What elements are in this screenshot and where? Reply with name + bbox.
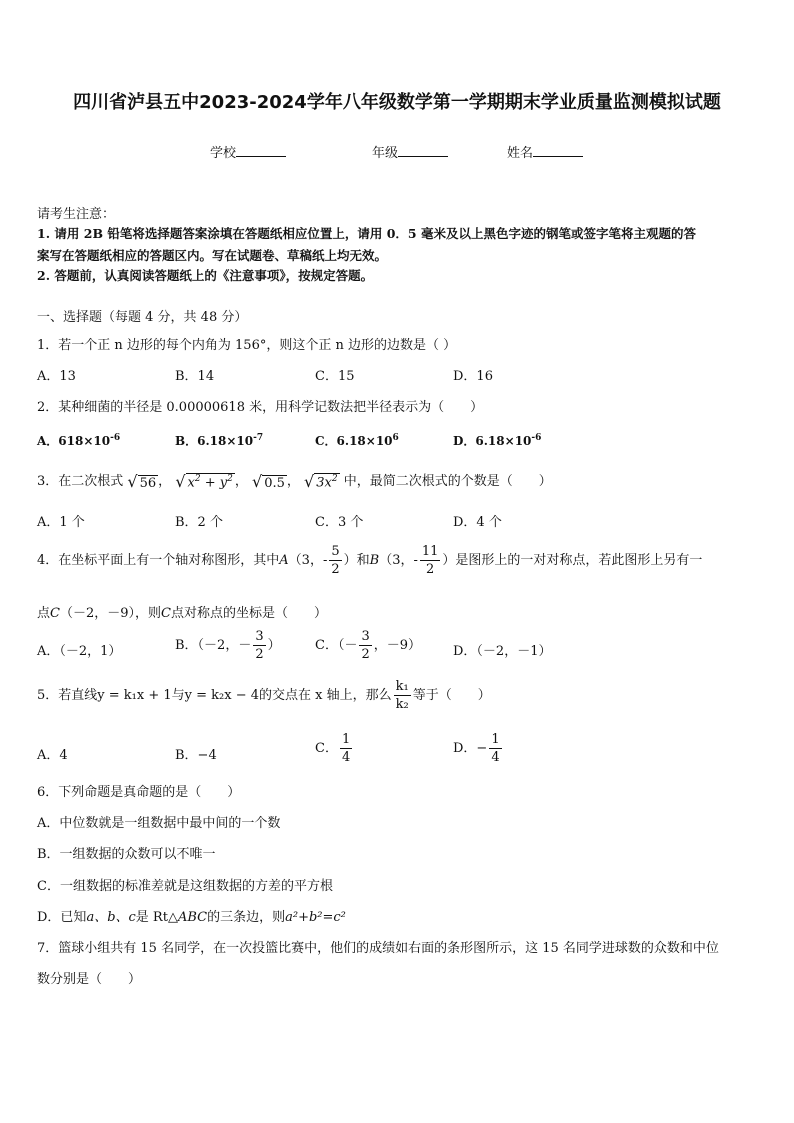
question-3: 3．在二次根式 √ 56 ， √ $x^2 + y^2$ ， √ 0.5 ， √ $3x^2$ 中，最简二次根式的个数是（ ）	[37, 471, 552, 491]
notice-line-1a: 1. 请用 2B 铅笔将选择题答案涂填在答题纸相应位置上，请用 0．5 毫米及以上黑色字迹的钢笔或签字笔将主观题的答	[37, 226, 696, 241]
question-5	[37, 680, 491, 711]
radical-2: √ $x^2 + y^2$	[175, 471, 233, 491]
q5-option-c	[315, 733, 354, 764]
q4-point-b: B	[369, 553, 380, 568]
q2-option-d	[453, 432, 541, 449]
q4-a-num: 5	[331, 544, 340, 559]
question-7-line-1: 7．篮球小组共有 15 名同学，在一次投篮比赛中，他们的成绩如右面的条形图所示，这 15 名同学进球数的众数和中位	[37, 941, 719, 956]
q5-d-den: 4	[491, 750, 500, 765]
q4-optc-num: 3	[361, 629, 370, 644]
question-4-line-1	[37, 545, 702, 576]
question-1: 1．若一个正 n 边形的每个内角为 156°，则这个正 n 边形的边数是（ ）	[37, 338, 457, 353]
q2-option-a-base: A．618×10	[37, 434, 111, 448]
school-label: 学校	[210, 146, 237, 161]
q5-d-fraction	[489, 733, 501, 764]
radical-4-value: 3x	[316, 475, 332, 491]
page-title: 四川省泸县五中2023-2024学年八年级数学第一学期期末学业质量监测模拟试题	[73, 92, 721, 113]
q5-c-num: 1	[341, 732, 351, 747]
q5-c-fraction	[340, 733, 352, 764]
notice-line-1b: 案写在答题纸相应的答题区内。写在试题卷、草稿纸上均无效。	[37, 248, 388, 263]
q2-option-a	[37, 432, 120, 449]
q2-option-d-exp: -6	[531, 433, 542, 443]
q5-d-pre: D．−	[453, 741, 488, 756]
q1-option-c: C．15	[315, 369, 355, 384]
q5-prefix: 5．若直线	[37, 688, 98, 703]
q5-c-pre: C．	[315, 741, 338, 756]
q4-c-post: ，－9）	[373, 638, 422, 653]
q4-option-d: D．（－2，－1）	[453, 644, 552, 659]
grade-label: 年级	[372, 146, 399, 161]
q6-option-d	[37, 906, 346, 925]
q6-d-equation: a²+b²=c²	[285, 910, 346, 925]
q6-d-triangle: ABC	[177, 910, 208, 925]
q4-a-fraction	[329, 545, 341, 576]
q4-a-den: 2	[331, 562, 340, 577]
q4-option-c	[315, 630, 421, 661]
name-blank	[533, 144, 583, 157]
q6-option-b: B．一组数据的众数可以不唯一	[37, 847, 216, 862]
school-field	[210, 142, 286, 161]
q5-c-den: 4	[341, 750, 351, 765]
radical-3: √ 0.5	[251, 471, 285, 491]
radical-3-value: 0.5	[264, 475, 285, 491]
q4-line2-prefix: 点	[37, 606, 51, 621]
q4-a-close: ）和	[343, 553, 370, 568]
radical-2-x: x	[187, 475, 195, 491]
q4-c-pre: C．（－	[315, 638, 358, 653]
q5-option-a: A．4	[37, 748, 68, 763]
question-6: 6．下列命题是真命题的是（ ）	[37, 785, 241, 800]
q4-optc-den: 2	[361, 647, 370, 662]
q4-a-coord: （3，-	[288, 553, 328, 568]
q6-d-mid2: 的三条边，则	[207, 910, 286, 925]
q4-option-b	[175, 630, 281, 661]
q3-option-c: C．3 个	[315, 515, 364, 530]
q5-mid2: 的交点在 x 轴上，那么	[259, 688, 392, 703]
q4-optc-fraction	[359, 630, 371, 661]
q2-option-a-exp: -6	[110, 433, 121, 443]
q4-b-coord: （3，-	[379, 553, 418, 568]
q4-optb-num: 3	[255, 629, 264, 644]
q3-suffix: 中，最简二次根式的个数是（ ）	[343, 474, 552, 489]
grade-blank	[398, 144, 448, 157]
q5-option-d	[453, 733, 504, 764]
notice-line-2: 2. 答题前，认真阅读答题纸上的《注意事项》，按规定答题。	[37, 268, 374, 283]
q4-line2-suffix: 点对称点的坐标是（ ）	[170, 606, 327, 621]
q5-mid: 与	[171, 688, 185, 703]
q1-option-d: D．16	[453, 369, 493, 384]
q4-point-c: C	[50, 606, 60, 621]
name-field	[507, 142, 583, 161]
q6-d-vars: a、b、c	[86, 910, 136, 925]
q2-option-b	[175, 432, 263, 449]
q4-option-a: A．（－2，1）	[37, 644, 122, 659]
q5-den: k₂	[395, 697, 409, 712]
q5-option-b: B．−4	[175, 748, 217, 763]
q4-point-a: A	[279, 553, 289, 568]
q2-option-c	[315, 432, 399, 449]
q2-option-b-base: B．6.18×10	[175, 434, 254, 448]
q4-b-den: 2	[426, 562, 435, 577]
question-7-line-2: 数分别是（ ）	[37, 972, 142, 987]
q2-option-b-exp: -7	[253, 433, 264, 443]
question-4-line-2	[37, 602, 327, 621]
q4-b-post: ）	[267, 638, 281, 653]
q2-option-d-base: D．6.18×10	[453, 434, 532, 448]
q3-option-a: A．1 个	[37, 515, 85, 530]
q6-d-mid: 是 Rt△	[135, 910, 178, 925]
radical-4: √ $3x^2$	[304, 471, 338, 491]
q3-prefix: 3．在二次根式	[37, 474, 124, 489]
q2-option-c-base: C．6.18×10	[315, 434, 393, 448]
q4-optb-den: 2	[255, 647, 264, 662]
grade-field	[372, 142, 448, 161]
notice-heading: 请考生注意：	[37, 207, 116, 222]
q5-eq1: y = k₁x + 1	[97, 688, 172, 703]
q4-optb-fraction	[253, 630, 265, 661]
q5-fraction	[394, 680, 411, 711]
q4-b-pre: B．（－2，－	[175, 638, 252, 653]
q5-suffix: 等于（ ）	[412, 688, 491, 703]
name-label: 姓名	[507, 146, 534, 161]
q5-d-num: 1	[491, 732, 500, 747]
q6-option-c: C．一组数据的标准差就是这组数据的方差的平方根	[37, 879, 333, 894]
q4-point-c-2: C	[161, 606, 171, 621]
q4-line2-mid: （－2，－9），则	[59, 606, 162, 621]
q2-option-c-exp: 6	[392, 433, 399, 443]
question-2: 2．某种细菌的半径是 0.00000618 米，用科学记数法把半径表示为（ ）	[37, 400, 484, 415]
q4-prefix: 4．在坐标平面上有一个轴对称图形，其中	[37, 553, 280, 568]
q1-option-a: A．13	[37, 369, 76, 384]
q3-option-d: D．4 个	[453, 515, 502, 530]
q6-d-pre: D．已知	[37, 910, 87, 925]
section-heading: 一、选择题（每题 4 分，共 48 分）	[37, 310, 248, 325]
school-blank	[236, 144, 286, 157]
q1-option-b: B．14	[175, 369, 215, 384]
q4-b-num: 11	[421, 544, 439, 559]
q5-num: k₁	[395, 679, 409, 694]
q4-b-close: ）是图形上的一对对称点，若此图形上另有一	[442, 553, 703, 568]
q5-eq2: y = k₂x − 4	[184, 688, 260, 703]
radical-1-value: 56	[139, 475, 157, 491]
radical-1: √ 56	[127, 471, 157, 491]
q6-option-a: A．中位数就是一组数据中最中间的一个数	[37, 816, 281, 831]
q3-option-b: B．2 个	[175, 515, 223, 530]
radical-2-y: + y	[200, 475, 228, 491]
q4-b-fraction	[420, 545, 441, 576]
